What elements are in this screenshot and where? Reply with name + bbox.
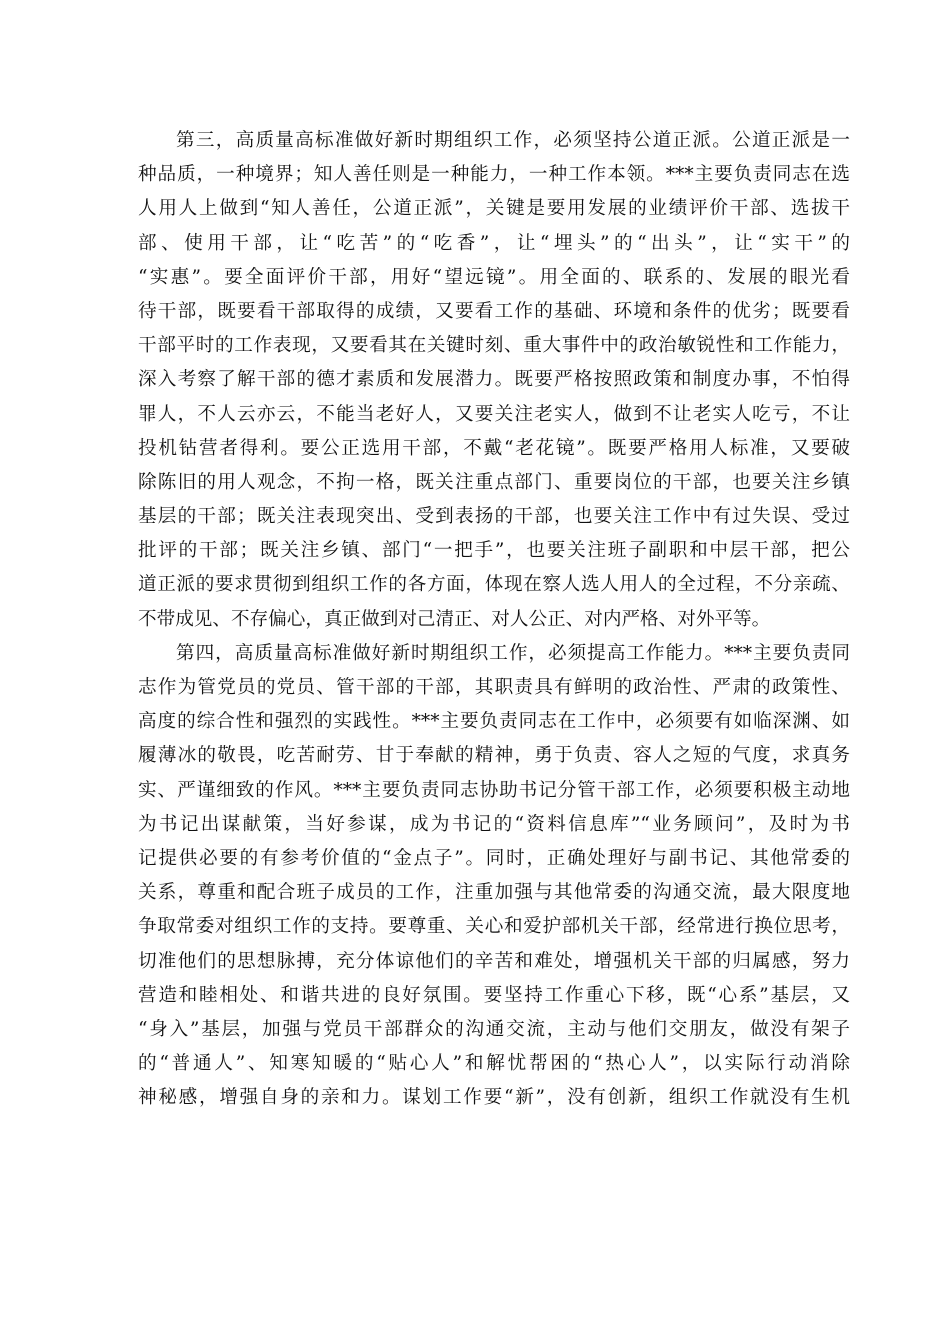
paragraph-fourth-principle bbox=[138, 637, 850, 1116]
text-line: 干部平时的工作表现，又要看其在关键时刻、重大事件中的政治敏锐性和工作能力， bbox=[138, 335, 850, 357]
text-line: 第三，高质量高标准做好新时期组织工作，必须坚持公道正派。公道正派是一 bbox=[176, 130, 850, 151]
text-line: 待干部，既要看干部取得的成绩，又要看工作的基础、环境和条件的优劣；既要看 bbox=[138, 300, 850, 322]
text-line: 道正派的要求贯彻到组织工作的各方面，体现在察人选人用人的全过程，不分亲疏、 bbox=[138, 574, 850, 596]
text-line: 关系，尊重和配合班子成员的工作，注重加强与其他常委的沟通交流，最大限度地 bbox=[138, 882, 850, 904]
text-line: 记提供必要的有参考价值的“金点子”。同时，正确处理好与副书记、其他常委的 bbox=[138, 847, 850, 869]
text-line: “身入”基层，加强与党员干部群众的沟通交流，主动与他们交朋友，做没有架子 bbox=[138, 1018, 850, 1040]
text-line: 人用人上做到“知人善任，公道正派”，关键是要用发展的业绩评价干部、选拔干 bbox=[138, 198, 850, 220]
text-line: 投机钻营者得利。要公正选用干部，不戴“老花镜”。既要严格用人标准，又要破 bbox=[138, 437, 850, 459]
text-line: 基层的干部；既关注表现突出、受到表扬的干部，也要关注工作中有过失误、受过 bbox=[138, 506, 850, 528]
text-line: 切准他们的思想脉搏，充分体谅他们的辛苦和难处，增强机关干部的归属感，努力 bbox=[138, 950, 850, 972]
text-line: 的“普通人”、知寒知暖的“贴心人”和解忧帮困的“热心人”，以实际行动消除 bbox=[138, 1053, 850, 1075]
paragraph-third-principle bbox=[138, 124, 850, 637]
text-line: 不带成见、不存偏心，真正做到对己清正、对人公正、对内严格、对外平等。 bbox=[138, 608, 771, 630]
text-line: “实惠”。要全面评价干部，用好“望远镜”。用全面的、联系的、发展的眼光看 bbox=[138, 266, 850, 288]
text-line: 履薄冰的敬畏，吃苦耐劳、甘于奉献的精神，勇于负责、容人之短的气度，求真务 bbox=[138, 745, 850, 767]
text-line: 高度的综合性和强烈的实践性。***主要负责同志在工作中，必须要有如临深渊、如 bbox=[138, 711, 850, 733]
text-line: 批评的干部；既关注乡镇、部门“一把手”，也要关注班子副职和中层干部，把公 bbox=[138, 540, 850, 562]
text-line: 营造和睦相处、和谐共进的良好氛围。要坚持工作重心下移，既“心系”基层，又 bbox=[138, 984, 850, 1006]
document-body bbox=[138, 124, 850, 1115]
text-line: 神秘感，增强自身的亲和力。谋划工作要“新”，没有创新，组织工作就没有生机 bbox=[138, 1087, 850, 1109]
text-line: 争取常委对组织工作的支持。要尊重、关心和爱护部机关干部，经常进行换位思考， bbox=[138, 916, 850, 938]
text-line: 实、严谨细致的作风。***主要负责同志协助书记分管干部工作，必须要积极主动地 bbox=[138, 779, 850, 801]
text-line: 罪人，不人云亦云，不能当老好人，又要关注老实人，做到不让老实人吃亏，不让 bbox=[138, 403, 850, 425]
text-line: 志作为管党员的党员、管干部的干部，其职责具有鲜明的政治性、严肃的政策性、 bbox=[138, 677, 850, 698]
text-line: 为书记出谋献策，当好参谋，成为书记的“资料信息库”“业务顾问”，及时为书 bbox=[138, 813, 850, 835]
text-line: 第四，高质量高标准做好新时期组织工作，必须提高工作能力。***主要负责同 bbox=[176, 642, 850, 664]
text-line: 深入考察了解干部的德才素质和发展潜力。既要严格按照政策和制度办事，不怕得 bbox=[138, 369, 850, 391]
text-line: 除陈旧的用人观念，不拘一格，既关注重点部门、重要岗位的干部，也要关注乡镇 bbox=[138, 471, 850, 493]
text-line: 部、使用干部，让“吃苦”的“吃香”，让“埋头”的“出头”，让“实干”的 bbox=[138, 232, 850, 254]
text-line: 种品质，一种境界；知人善任则是一种能力，一种工作本领。***主要负责同志在选 bbox=[138, 164, 850, 186]
